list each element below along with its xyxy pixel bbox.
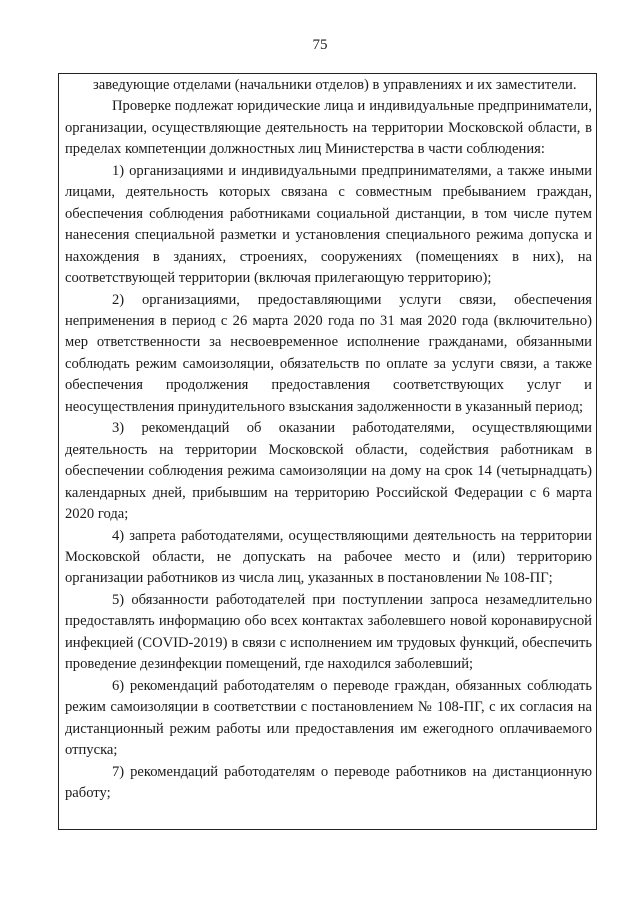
paragraph-item-2: 2) организациями, предоставляющими услуги связи, обеспечения неприменения в период с 26 марта 2020 года по 31 мая 2020 года (включительно) мер ответственности за несвоевременное исполнение гражданами, обязанными соблюдать режим самоизоляции, обязательств по оплате за услуги связи, а также обеспечения продолжения предоставления соответствующих услуг и неосуществления принудительного взыскания задолженности в указанный период; bbox=[65, 291, 592, 415]
paragraph-item-4: 4) запрета работодателями, осуществляющими деятельность на территории Московской области, не допускать на рабочее место и (или) территорию организации работников из числа лиц, указанных в постановлении № 108-ПГ; bbox=[65, 527, 592, 587]
paragraph-item-1: 1) организациями и индивидуальными предпринимателями, а также иными лицами, деятельность которых связана с совместным пребыванием граждан, обеспечения соблюдения работниками социальной дистанции, в том числе путем нанесения специальной разметки и установления специального режима допуска и нахождения в зданиях, строениях, сооружениях (помещениях в них), на соответствующей территории (включая прилегающую территорию); bbox=[65, 162, 592, 287]
paragraph-item-5: 5) обязанности работодателей при поступлении запроса незамедлительно предоставлять информацию обо всех контактах заболевшего новой коронавирусной инфекцией (COVID-2019) в связи с исполнением им трудовых функций, обеспечить проведение дезинфекции помещений, где находился заболевший; bbox=[65, 591, 592, 673]
paragraph-intro: Проверке подлежат юридические лица и индивидуальные предприниматели, организации, осуществляющие деятельность на территории Московской области, в пределах компетенции должностных лиц Министерства в части соблюдения: bbox=[65, 98, 592, 158]
paragraph-item-7: 7) рекомендаций работодателям о переводе работников на дистанционную работу; bbox=[65, 763, 592, 801]
paragraph-item-3: 3) рекомендаций об оказании работодателями, осуществляющими деятельность на территории Московской области, содействия работникам в обеспечении соблюдения режима самоизоляции на дому на срок 14 (четырнадцать) календарных дней, прибывшим на территорию Российской Федерации с 6 марта 2020 года; bbox=[65, 420, 592, 523]
paragraph-item-6: 6) рекомендаций работодателям о переводе граждан, обязанных соблюдать режим самоизоляции в соответствии с постановлением № 108-ПГ, с их согласия на дистанционный режим работы или предоставления им ежегодного оплачиваемого отпуска; bbox=[65, 677, 592, 759]
page-number: 75 bbox=[312, 37, 328, 53]
paragraph-continued: заведующие отделами (начальники отделов) в управлениях и их заместители. bbox=[93, 77, 577, 93]
text-frame bbox=[58, 73, 597, 830]
